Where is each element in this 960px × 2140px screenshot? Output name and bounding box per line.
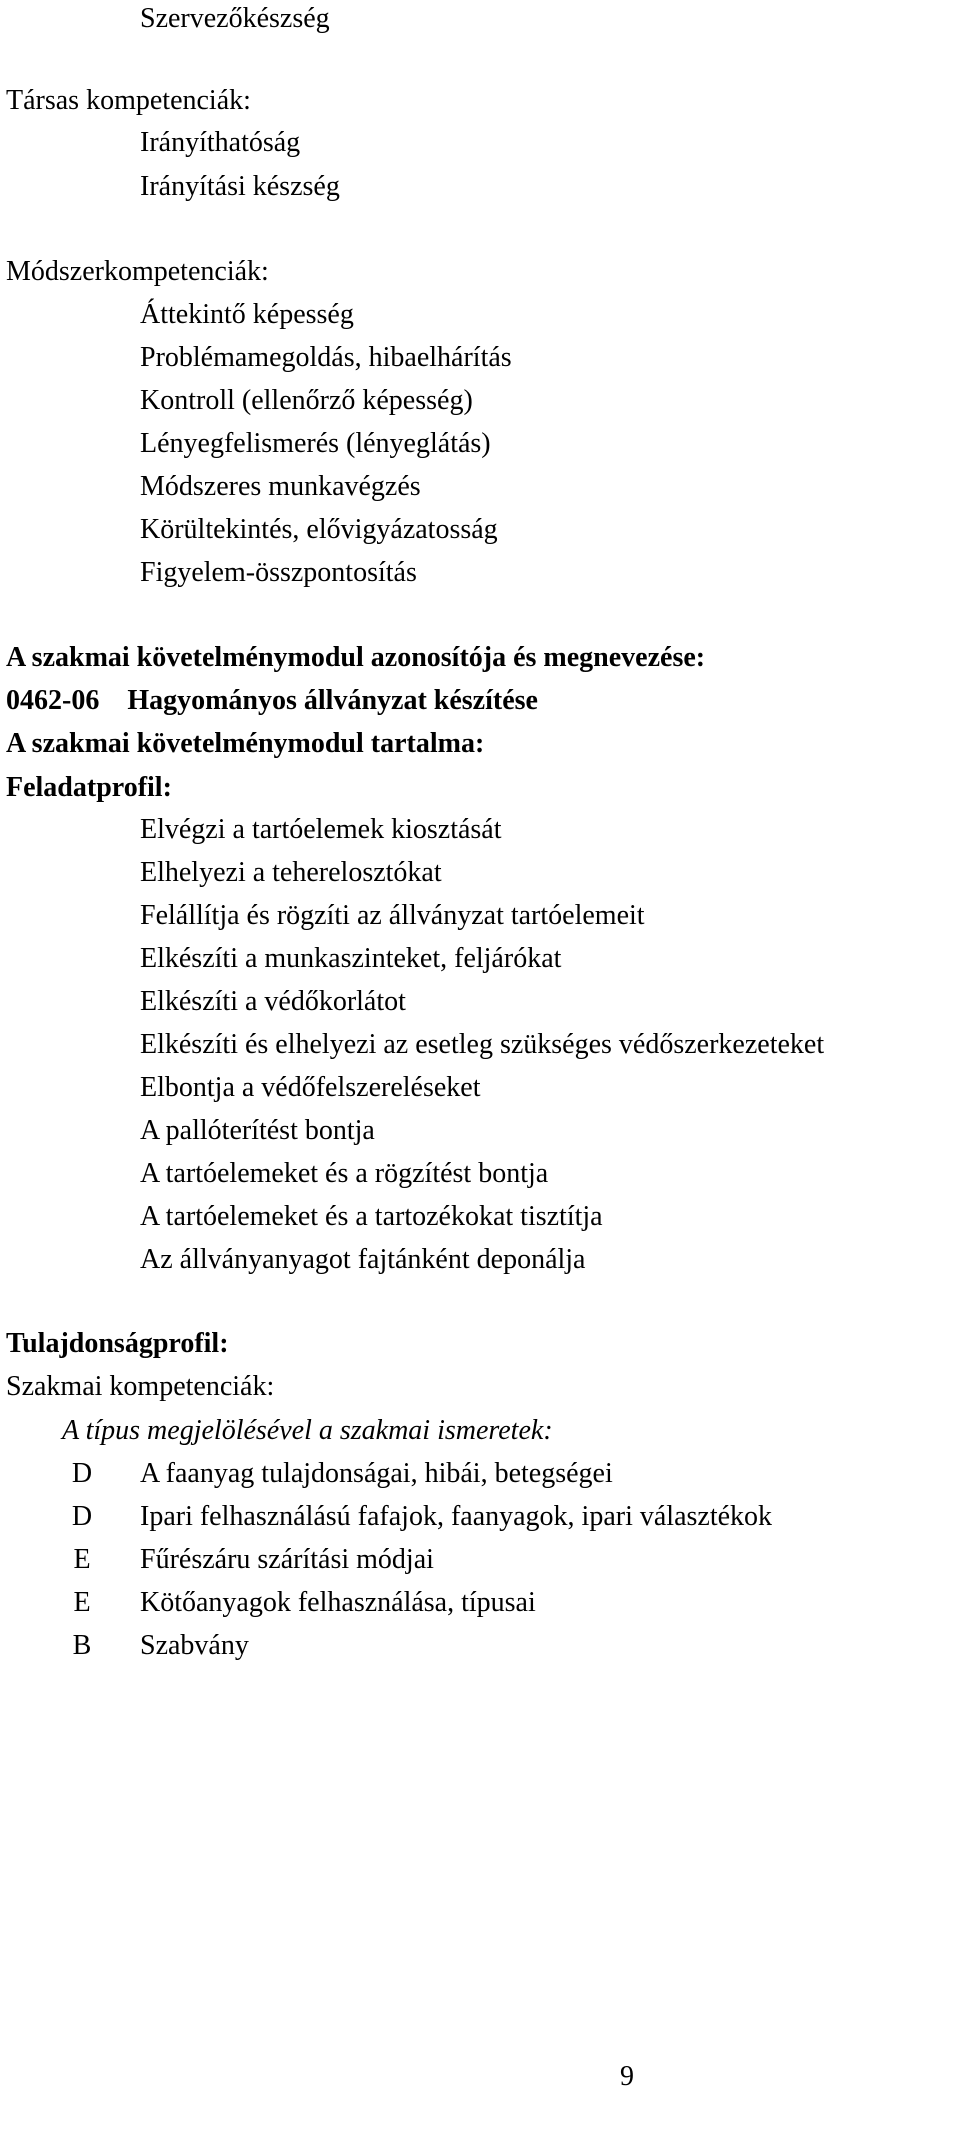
knowledge-type: D	[71, 1458, 93, 1489]
module-id-label: A szakmai követelménymodul azonosítója és megnevezése:	[6, 642, 706, 673]
social-item: Irányíthatóság	[140, 127, 301, 158]
task-item: Elkészíti és elhelyezi az esetleg szükséges védőszerkezeteket	[140, 1029, 825, 1060]
task-item: A pallóterítést bontja	[140, 1115, 375, 1146]
task-item: Elbontja a védőfelszereléseket	[140, 1072, 481, 1103]
task-item: Elkészíti a munkaszinteket, feljárókat	[140, 943, 562, 974]
task-item: Elvégzi a tartóelemek kiosztását	[140, 814, 502, 845]
knowledge-text: Szabvány	[140, 1630, 249, 1661]
task-item: Elkészíti a védőkorlátot	[140, 986, 406, 1017]
knowledge-text: Ipari felhasználású fafajok, faanyagok, ipari választékok	[140, 1501, 773, 1532]
module-name: Hagyományos állványzat készítése	[127, 685, 538, 716]
knowledge-text: Fűrészáru szárítási módjai	[140, 1544, 434, 1575]
method-item: Figyelem-összpontosítás	[140, 557, 417, 588]
module-title	[6, 684, 538, 718]
task-item: Felállítja és rögzíti az állványzat tartóelemeit	[140, 900, 645, 931]
module-code: 0462-06	[6, 685, 100, 716]
knowledge-type: E	[73, 1587, 91, 1618]
knowledge-type: D	[71, 1501, 93, 1532]
task-item: Az állványanyagot fajtánként deponálja	[140, 1244, 586, 1275]
task-item: A tartóelemeket és a rögzítést bontja	[140, 1158, 549, 1189]
social-heading: Társas kompetenciák:	[6, 85, 251, 116]
knowledge-text: A faanyag tulajdonságai, hibái, betegségei	[140, 1458, 613, 1489]
social-item: Irányítási készség	[140, 171, 340, 202]
prev-item: Szervezőkészség	[140, 3, 330, 34]
method-item: Lényegfelismerés (lényeglátás)	[140, 428, 491, 459]
method-item: Módszeres munkavégzés	[140, 471, 421, 502]
page-number: 9	[620, 2061, 634, 2092]
knowledge-type: E	[73, 1544, 91, 1575]
method-heading: Módszerkompetenciák:	[6, 256, 269, 287]
method-item: Problémamegoldás, hibaelhárítás	[140, 342, 512, 373]
type-label: A típus megjelölésével a szakmai ismeretek:	[62, 1415, 553, 1446]
method-item: Áttekintő képesség	[140, 299, 354, 330]
task-profile-heading: Feladatprofil:	[6, 772, 172, 803]
method-item: Körültekintés, elővigyázatosság	[140, 514, 498, 545]
module-content-label: A szakmai követelménymodul tartalma:	[6, 728, 485, 759]
task-item: Elhelyezi a teherelosztókat	[140, 857, 442, 888]
property-profile-heading: Tulajdonságprofil:	[6, 1328, 229, 1359]
knowledge-type: B	[72, 1630, 92, 1661]
knowledge-text: Kötőanyagok felhasználása, típusai	[140, 1587, 536, 1618]
task-item: A tartóelemeket és a tartozékokat tisztítja	[140, 1201, 603, 1232]
method-item: Kontroll (ellenőrző képesség)	[140, 385, 473, 416]
property-subheading: Szakmai kompetenciák:	[6, 1371, 275, 1402]
